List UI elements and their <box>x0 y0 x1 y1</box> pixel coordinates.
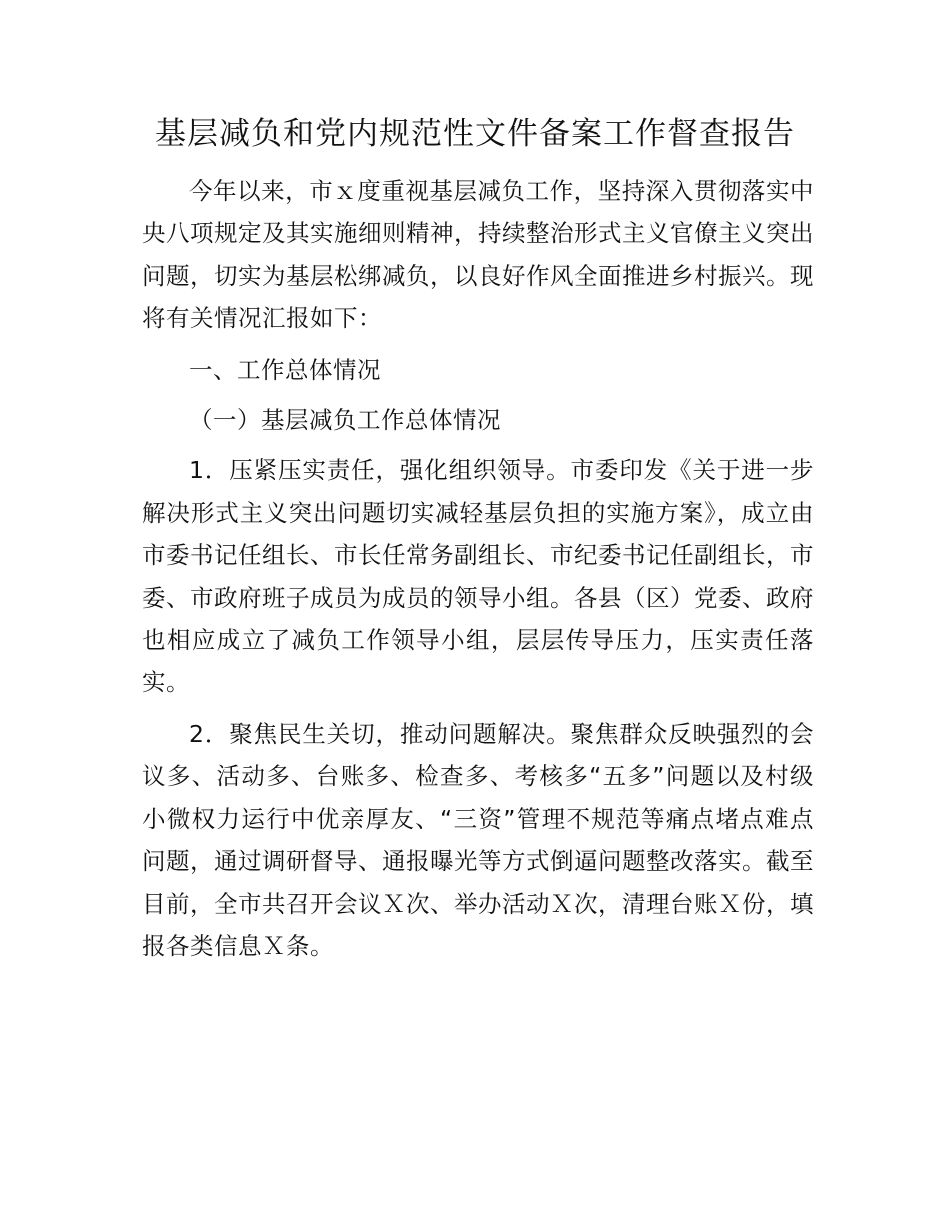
subsection-heading: （一）基层减负工作总体情况 <box>189 406 501 435</box>
section-heading: 一、工作总体情况 <box>189 355 381 384</box>
item-paragraph-2: 2．聚焦民生关切，推动问题解决。聚焦群众反映强烈的会议多、活动多、台账多、检查多、考核多“五多”问题以及村级小微权力运行中优亲厚友、“三资”管理不规范等痛点堵点难点问题，通过调研督导、通报曝光等方式倒逼问题整改落实。截至目前，全市共召开会议Ｘ次、举办活动Ｘ次，清理台账Ｘ份，填报各类信息Ｘ条。 <box>142 719 814 960</box>
intro-paragraph: 今年以来，市ｘ度重视基层减负工作，坚持深入贯彻落实中央八项规定及其实施细则精神，持续整治形式主义官僚主义突出问题，切实为基层松绑减负，以良好作风全面推进乡村振兴。现将有关情况汇报如下： <box>142 177 814 333</box>
document-title: 基层减负和党内规范性文件备案工作督查报告 <box>155 116 795 152</box>
item-paragraph-1: 1．压紧压实责任，强化组织领导。市委印发《关于进一步解决形式主义突出问题切实减轻基层负担的实施方案》，成立由市委书记任组长、市长任常务副组长、市纪委书记任副组长，市委、市政府班子成员为成员的领导小组。各县（区）党委、政府也相应成立了减负工作领导小组，层层传导压力，压实责任落实。 <box>142 456 814 697</box>
document-body <box>142 170 814 967</box>
